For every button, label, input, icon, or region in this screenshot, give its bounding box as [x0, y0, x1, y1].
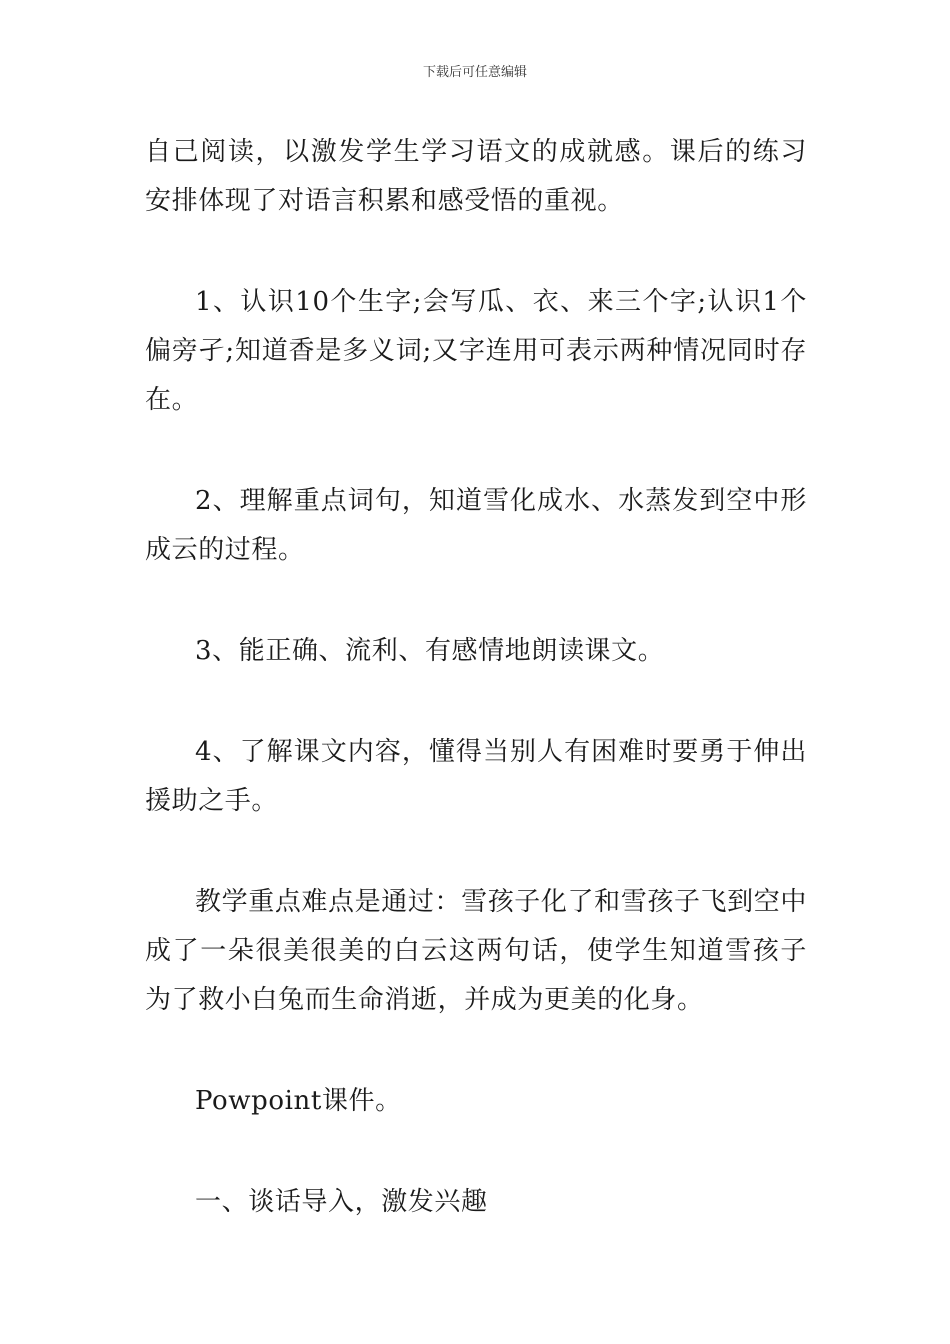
paragraph-gap: [145, 826, 807, 878]
paragraph-gap: [145, 425, 807, 477]
paragraph-gap: [145, 676, 807, 728]
paragraph-objective-2: 2、理解重点词句，知道雪化成水、水蒸发到空中形成云的过程。: [145, 486, 807, 565]
paragraph-intro: 自己阅读，以激发学生学习语文的成就感。课后的练习安排体现了对语言积累和感受悟的重视。: [145, 137, 807, 216]
page-header: 下载后可任意编辑: [422, 65, 527, 80]
paragraph-gap: [145, 1025, 807, 1077]
paragraph-gap: [145, 575, 807, 627]
paragraph-objective-1: 1、认识10个生字;会写瓜、衣、来三个字;认识1个偏旁孑;知道香是多义词;又字连用可表示两种情况同时存在。: [145, 287, 807, 415]
paragraph-objective-3: 3、能正确、流利、有感情地朗读课文。: [195, 636, 665, 666]
document-body: [145, 128, 807, 1227]
paragraph-objective-4: 4、了解课文内容，懂得当别人有困难时要勇于伸出援助之手。: [145, 737, 807, 816]
paragraph-gap: [145, 1126, 807, 1178]
paragraph-gap: [145, 226, 807, 278]
paragraph-key-difficulty: 教学重点难点是通过：雪孩子化了和雪孩子飞到空中成了一朵很美很美的白云这两句话，使学生知道雪孩子为了救小白兔而生命消逝，并成为更美的化身。: [145, 887, 807, 1015]
paragraph-materials: Powpoint课件。: [195, 1086, 402, 1116]
section-heading-intro: 一、谈话导入，激发兴趣: [195, 1187, 488, 1217]
